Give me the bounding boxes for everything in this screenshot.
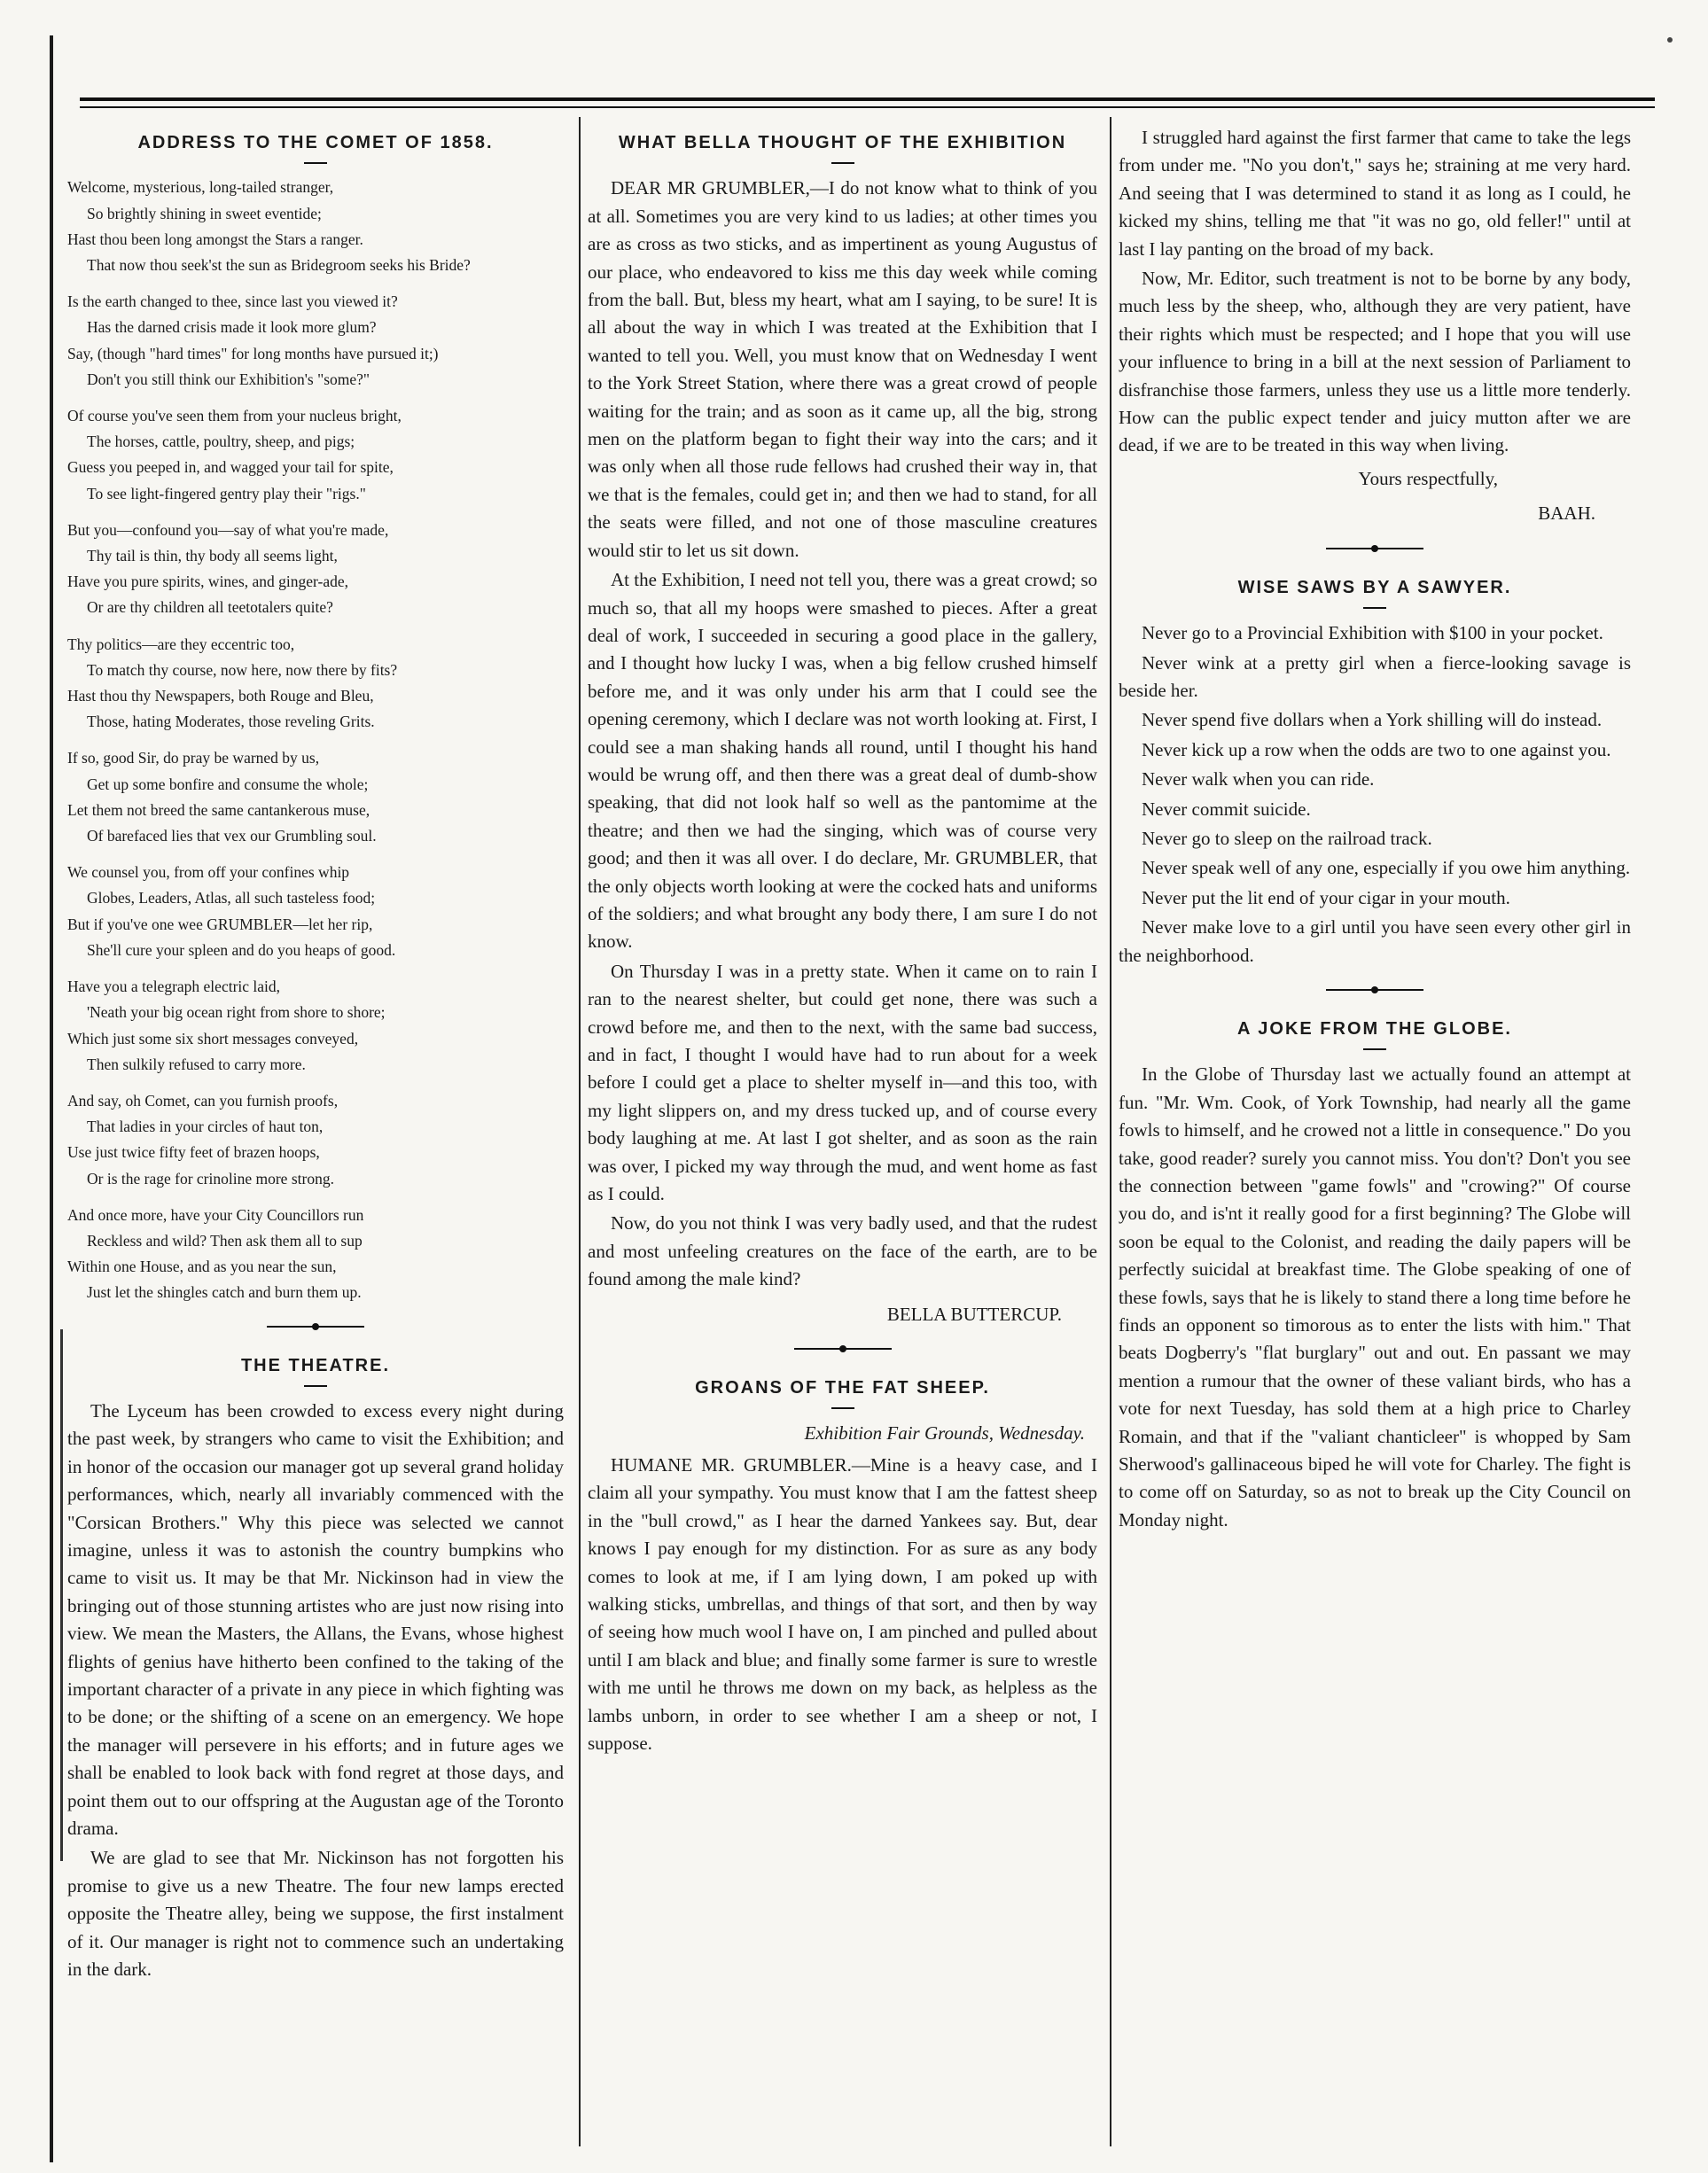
poem-stanza — [67, 1088, 564, 1192]
header-rule — [80, 97, 1655, 101]
title-dash — [1363, 1048, 1386, 1050]
poem-line: To match thy course, now here, now there by fits? — [87, 660, 398, 679]
poem-line: Say, (though "hard times" for long months have pursued it;) — [67, 344, 439, 362]
comet-poem — [67, 175, 564, 1305]
poem-line: Let them not breed the same cantankerous muse, — [67, 800, 370, 819]
joke-paragraph: In the Globe of Thursday last we actually found an attempt at fun. "Mr. Wm. Cook, of York Township, had nearly all the game fowls to himself, and he crowed not a little in consequence." Do you take, good reader? surely you cannot miss. You don't? Don't you see the connection between "game fowls" and "crowing?" Of course you do, and is'nt it really good for a first beginning? The Globe will soon be equal to the Colonist, and reading the daily papers will be perfectly suicidal at breakfast time. The Globe speaking of one of these fowls, says that he is likely to stand there a long time before he finds an opponent so timorous as to enter the lists with him." That beats Dogberry's "flat burglary" out and out. En passant we may mention a rumour that the owner of these valiant birds, who has a vote for next Tuesday, has sold them at a high price to Charley Romain, and that if the "valiant chanticleer" is whopped by Sam Sherwood's gallinaceous biped he will vote for Charley. The fight is to come off on Saturday, so as not to break up the City Council on Monday night. — [1119, 1063, 1631, 1530]
poem-line: If so, good Sir, do pray be warned by us, — [67, 749, 320, 767]
poem-line: That ladies in your circles of haut ton, — [87, 1118, 324, 1136]
section-separator — [1326, 989, 1423, 991]
groans-dateline: Exhibition Fair Grounds, Wednesday. — [804, 1422, 1085, 1445]
poem-line: Use just twice fifty feet of brazen hoops, — [67, 1143, 320, 1162]
poem-stanza — [67, 403, 564, 507]
poem-line: Of barefaced lies that vex our Grumbling soul. — [87, 827, 377, 845]
poem-line: Has the darned crisis made it look more glum? — [87, 318, 377, 337]
poem-line: Have you pure spirits, wines, and ginger-ade, — [67, 572, 348, 591]
bella-paragraph: DEAR MR GRUMBLER,—I do not know what to think of you at all. Sometimes you are very kind to us ladies; at other times you are as cross as two sticks, and as impertinent as young Augustus of our place, who endeavored to kiss me this day week while coming from the ball. But, bless my heart, what am I saying, to be sure! It is all about the way in which I was treated at the Exhibition that I wanted to tell you. Well, you must know that on Wednesday I went to the York Street Station, where there was a great crowd of people waiting for the train; and as soon as it came up, all the big, strong men on the platform began to fight their way into the cars; and it was only when all those rude fellows had crushed their way in, that we that is the females, could get in; and then we had to stand, for all the seats were filled, and not one of those masculine creatures would stir to let us sit down. — [588, 177, 1097, 561]
column-1 — [67, 124, 564, 2145]
poem-line: Just let the shingles catch and burn them up. — [87, 1283, 362, 1302]
poem-line: That now thou seek'st the sun as Bridegroom seeks his Bride? — [87, 256, 471, 275]
saw-item: Never commit suicide. — [1142, 798, 1311, 820]
poem-line: And say, oh Comet, can you furnish proofs, — [67, 1091, 339, 1110]
poem-line: Those, hating Moderates, those reveling Grits. — [87, 713, 375, 731]
poem-line: Within one House, and as you near the sun, — [67, 1258, 337, 1276]
groans-paragraph: I struggled hard against the first farmer that came to take the legs from under me. "No you don't," says he; straining at me very hard. And seeing that I was determined to stand it as long as I could, he kicked my shins, telling me that "it was no go, old feller!" until at last I lay panting on the broad of my back. — [1119, 127, 1631, 260]
theatre-title: THE THEATRE. — [240, 1355, 391, 1375]
page-speck — [1667, 37, 1673, 43]
poem-line: The horses, cattle, poultry, sheep, and pigs; — [87, 432, 355, 451]
poem-line: Or are thy children all teetotalers quite? — [87, 598, 333, 617]
poem-stanza — [67, 974, 564, 1078]
poem-stanza — [67, 1203, 564, 1306]
poem-line: Of course you've seen them from your nucleus bright, — [67, 407, 402, 425]
poem-line: Thy politics—are they eccentric too, — [67, 635, 295, 653]
groans-title: GROANS OF THE FAT SHEEP. — [695, 1378, 990, 1398]
theatre-paragraph: We are glad to see that Mr. Nickinson has not forgotten his promise to give us a new Theatre. The four new lamps erected opposite the Theatre alley, being we suppose, the first instalment of it. Our manager is right not to commence such an undertaking in the dark. — [67, 1847, 564, 1981]
poem-line: She'll cure your spleen and do you heaps of good. — [87, 940, 396, 959]
poem-line: Which just some six short messages conveyed, — [67, 1029, 359, 1048]
section-separator — [1326, 548, 1423, 549]
poem-line: Welcome, mysterious, long-tailed stranger, — [67, 178, 334, 197]
bella-paragraph: On Thursday I was in a pretty state. When it came on to rain I ran to the nearest shelter, but could get none, there was such a crowd before me, and then to the next, with the same bad success, and in fact, I thought I would have had to run about for a week before I could get a place to shelter myself in—and this too, with my light slippers on, and my dress tucked up, and of course every body laughing at me. At last I got shelter, and as soon as the rain was over, I picked my way through the mud, and went home as fast as I could. — [588, 960, 1097, 1205]
saw-item: Never kick up a row when the odds are two to one against you. — [1142, 738, 1611, 760]
column-2 — [588, 124, 1097, 2145]
poem-line: Globes, Leaders, Atlas, all such tasteless food; — [87, 889, 376, 907]
poem-line: Have you a telegraph electric laid, — [67, 977, 281, 996]
comet-title: ADDRESS TO THE COMET OF 1858. — [137, 133, 494, 152]
poem-stanza — [67, 175, 564, 278]
poem-line: Hast thou been long amongst the Stars a ranger. — [67, 230, 363, 248]
poem-line: Guess you peeped in, and wagged your tail for spite, — [67, 458, 394, 477]
poem-stanza — [67, 632, 564, 736]
poem-line: Don't you still think our Exhibition's "some?" — [87, 370, 370, 388]
binding-edge — [50, 35, 53, 2162]
groans-paragraph-continued: HUMANE MR. GRUMBLER.—Mine is a heavy case, and I claim all your sympathy. You must know that I am the fattest sheep in the "bull crowd," as I hear the darned Yankees say. But, dear knows I pay enough for my distinction. For as sure as any body comes to look at me, if I am lying down, I am poked up with walking sticks, umbrellas, and things of that sort, and then by way of seeing how much wool I have on, I am pinched and pulled about until I am black and blue; and finally some farmer is sure to wrestle with me until he throws me down on my back, as helpless as the lambs unborn, in order to see whether I am a sheep or not, I suppose. — [588, 1453, 1097, 1754]
bella-paragraph: At the Exhibition, I need not tell you, there was a great crowd; so much so, that all my hoops were smashed to pieces. After a great deal of work, I succeeded in securing a good place in the gallery, and I thought how lucky I was, when a big fellow crushed himself before me, and it was only under his arm that I could see the opening ceremony, which I declare was not worth looking at. First, I could see a man shaking hands all round, until I thought his hand would be wrung off, and then there was a great deal of dumb-show speaking, that did not look half so well as the pantomime at the theatre; and then we had the singing, which was of course very good; and then it was all over. I do declare, Mr. GRUMBLER, that the only objects worth looking at were the cocked hats and uniforms of the soldiers; and what brought any body there, I am sure I do not know. — [588, 569, 1097, 953]
section-separator — [794, 1348, 892, 1350]
theatre-paragraph: The Lyceum has been crowded to excess every night during the past week, by strangers who came to visit the Exhibition; and in honor of the occasion our manager got up several grand holiday performances, which, nearly all invariably commenced with the "Corsican Brothers." Why this piece was selected we cannot imagine, unless it was to astonish the country bumpkins who came to visit us. It may be that Mr. Nickinson had in view the bringing out of those stunning artistes who are just now rising into view. We mean the Masters, the Allans, the Evans, whose highest flights of genius have hitherto been confined to the taking of the important character of a private in any piece in which fighting was to be done; or the shifting of a scene on an emergency. We hope the manager will persevere in his efforts; and in future ages we shall be enabled to look back with fond regret at those days, and point them out to our offspring at the Augustan age of the Toronto drama. — [67, 1399, 564, 1840]
groans-signature: BAAH. — [1538, 502, 1595, 525]
saw-item: Never put the lit end of your cigar in your mouth. — [1142, 886, 1510, 908]
poem-line: But you—confound you—say of what you're made, — [67, 520, 389, 539]
groans-closing: Yours respectfully, — [1358, 467, 1498, 489]
title-dash — [304, 162, 327, 164]
saw-item: Never spend five dollars when a York shilling will do instead. — [1142, 709, 1603, 731]
saw-item: Never go to sleep on the railroad track. — [1142, 827, 1432, 849]
poem-line: And once more, have your City Councillors run — [67, 1205, 364, 1224]
poem-line: Thy tail is thin, thy body all seems light, — [87, 547, 338, 565]
poem-line: To see light-fingered gentry play their "rigs." — [87, 484, 366, 502]
title-dash — [1363, 607, 1386, 609]
column-3 — [1119, 124, 1631, 2145]
bella-paragraph: Now, do you not think I was very badly used, and that the rudest and most unfeeling creatures on the face of the earth, are to be found among the male kind? — [588, 1212, 1097, 1290]
title-dash — [831, 162, 854, 164]
poem-line: 'Neath your big ocean right from shore to shore; — [87, 1003, 386, 1022]
poem-stanza — [67, 518, 564, 621]
poem-line: Then sulkily refused to carry more. — [87, 1055, 306, 1073]
poem-line: Reckless and wild? Then ask them all to sup — [87, 1231, 363, 1250]
column-separator-2 — [1110, 117, 1111, 2146]
saw-item: Never go to a Provincial Exhibition with $100 in your pocket. — [1142, 622, 1603, 644]
saw-item: Never speak well of any one, especially if you owe him anything. — [1142, 857, 1631, 879]
saw-item: Never make love to a girl until you have seen every other girl in the neighborhood. — [1119, 916, 1631, 966]
saws-title: WISE SAWS BY A SAWYER. — [1237, 577, 1512, 597]
saw-item: Never walk when you can ride. — [1142, 768, 1375, 791]
poem-line: We counsel you, from off your confines whip — [67, 863, 350, 882]
groans-paragraph: Now, Mr. Editor, such treatment is not to be borne by any body, much less by the sheep, who, although they are very patient, have their rights which must be respected; and I hope that you will use your influence to bring in a bill at the next session of Parliament to disfranchise those farmers, unless they use us a little more tenderly. How can the public expect tender and juicy mutton after we are dead, if we are to be treated in this way when living. — [1119, 268, 1631, 456]
poem-line: Or is the rage for crinoline more strong. — [87, 1169, 334, 1188]
column-separator-1 — [579, 117, 581, 2146]
saws-list — [1119, 619, 1631, 970]
poem-stanza — [67, 745, 564, 849]
title-dash — [304, 1385, 327, 1387]
joke-title: A JOKE FROM THE GLOBE. — [1237, 1018, 1512, 1039]
poem-line: Hast thou thy Newspapers, both Rouge and Bleu, — [67, 687, 374, 705]
poem-stanza — [67, 289, 564, 393]
title-dash — [831, 1407, 854, 1409]
saw-item: Never wink at a pretty girl when a fierce-looking savage is beside her. — [1119, 651, 1631, 701]
binding-shadow — [60, 1329, 63, 1861]
bella-signature: BELLA BUTTERCUP. — [886, 1303, 1062, 1325]
poem-line: But if you've one wee GRUMBLER—let her rip, — [67, 915, 373, 933]
header-rule-thin — [80, 106, 1655, 108]
poem-line: Is the earth changed to thee, since last you viewed it? — [67, 292, 398, 311]
poem-line: Get up some bonfire and consume the whole; — [87, 775, 369, 793]
bella-title: WHAT BELLA THOUGHT OF THE EXHIBITION — [618, 133, 1067, 152]
poem-stanza — [67, 860, 564, 963]
section-separator — [267, 1326, 364, 1328]
poem-line: So brightly shining in sweet eventide; — [87, 204, 322, 222]
